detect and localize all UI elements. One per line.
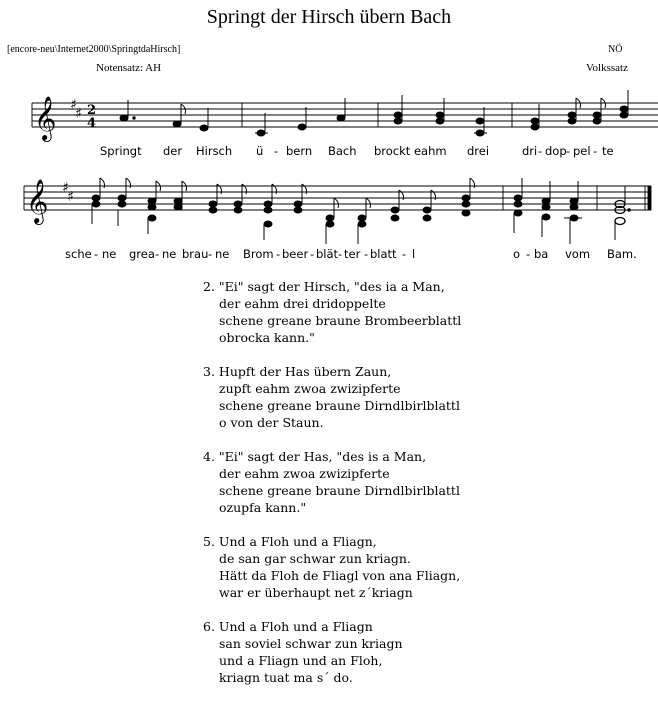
verse-text: o von der Staun. (219, 415, 324, 430)
lyric-syllable: drei (467, 144, 490, 158)
lyric-hyphen: - (338, 247, 343, 261)
lyric-syllable: pel (573, 144, 591, 158)
lyric-hyphen: - (276, 247, 281, 261)
lyrics-system-2 (65, 247, 637, 261)
lyric-syllable: blatt (370, 247, 397, 261)
verse-line (203, 669, 643, 686)
song-title: Springt der Hirsch übern Bach (206, 6, 452, 28)
lyric-syllable: dri (522, 144, 538, 158)
verse-text: und a Fliagn und an Floh, (219, 653, 383, 668)
lyric-hyphen: - (364, 247, 369, 261)
lyric-syllable: ne (102, 247, 117, 261)
verse-text: Und a Floh und a Fliagn, (218, 534, 377, 549)
lyric-syllable: l (412, 247, 416, 261)
music-system-2 (0, 170, 658, 270)
treble-clef-icon: 𝄞 (26, 179, 49, 223)
lyric-hyphen: - (155, 247, 160, 261)
lyric-syllable: ne (162, 247, 177, 261)
lyric-syllable: dop (545, 144, 567, 158)
music-system-1 (0, 84, 658, 174)
verse-text: "Ei" sagt der Hirsch, "des ia a Man, (218, 279, 445, 294)
verse-line (203, 533, 643, 550)
region-label: NÖ (608, 44, 623, 55)
lyrics-system-1 (100, 144, 614, 158)
lyric-hyphen: - (208, 247, 213, 261)
verse-line (203, 567, 643, 584)
lyric-syllable: Bach (328, 144, 357, 158)
verse-text: kriagn tuat ma s´ do. (219, 670, 353, 685)
lyric-syllable: sche (65, 247, 92, 261)
lyric-syllable: ba (534, 247, 549, 261)
lyric-hyphen: - (538, 144, 543, 158)
verse-text: ozupfa kann." (219, 500, 307, 515)
verse-number: 3. (203, 364, 215, 379)
verse-text: de san gar schwar zun kriagn. (219, 551, 411, 566)
lyric-hyphen: - (402, 247, 407, 261)
notensatz-credit: Notensatz: AH (96, 62, 162, 74)
lyric-hyphen: - (566, 144, 571, 158)
verse-line (203, 380, 643, 397)
lyric-syllable: grea (129, 247, 155, 261)
lyric-syllable: o (513, 247, 521, 261)
lyric-hyphen: - (593, 144, 598, 158)
verse-text: Hätt da Floh de Fliagl von ana Fliagn, (219, 568, 461, 583)
verse-number: 2. (203, 279, 215, 294)
verse-text: schene greane braune Dirndlbirlblattl (219, 483, 460, 498)
verse-number: 4. (203, 449, 215, 464)
key-signature-icon (70, 97, 82, 122)
verse-line (203, 278, 643, 295)
verse-line (203, 618, 643, 635)
verse-line (203, 465, 643, 482)
verse-line (203, 295, 643, 312)
verse-5 (203, 533, 643, 601)
verse-text: schene greane braune Dirndlbirlblattl (219, 398, 460, 413)
verse-text: san soviel schwar zun kriagn (219, 636, 403, 651)
verse-line (203, 482, 643, 499)
verse-2 (203, 278, 643, 346)
verse-3 (203, 363, 643, 431)
svg-text:♯: ♯ (70, 97, 77, 113)
lyric-syllable: Springt (100, 144, 142, 158)
verse-line (203, 312, 643, 329)
lyric-syllable: bern (286, 144, 313, 158)
verse-line (203, 550, 643, 567)
verse-text: "Ei" sagt der Has, "des is a Man, (218, 449, 427, 464)
lyric-hyphen: - (526, 247, 531, 261)
lyric-syllable: beer (282, 247, 309, 261)
verse-text: schene greane braune Brombeerblattl (219, 313, 462, 328)
svg-text:♯: ♯ (75, 106, 82, 122)
lyric-syllable: ne (215, 247, 230, 261)
lyric-syllable: der (163, 144, 183, 158)
verse-line (203, 652, 643, 669)
lyric-syllable: vom (565, 247, 591, 261)
verse-4 (203, 448, 643, 516)
time-signature-bottom: 4 (87, 116, 97, 131)
svg-text:♯: ♯ (67, 189, 74, 205)
notes-system-1 (120, 90, 628, 136)
lyric-syllable: blät (316, 247, 339, 261)
lyric-syllable: ü (256, 144, 264, 158)
svg-text:♯: ♯ (62, 180, 69, 196)
verse-text: obrocka kann." (219, 330, 315, 345)
lyric-syllable: Hirsch (196, 144, 233, 158)
verse-line (203, 635, 643, 652)
notes-system-2 (92, 178, 630, 244)
verse-text: der eahm zwoa zwizipferte (219, 466, 390, 481)
lyric-hyphen: - (274, 144, 279, 158)
verse-text: der eahm drei dridoppelte (219, 296, 386, 311)
additional-verses (203, 278, 643, 703)
verse-line (203, 329, 643, 346)
lyric-hyphen: - (310, 247, 315, 261)
lyric-syllable: Brom (243, 247, 274, 261)
lyric-hyphen: - (94, 247, 99, 261)
verse-number: 5. (203, 534, 215, 549)
verse-line (203, 363, 643, 380)
verse-line (203, 397, 643, 414)
lyric-syllable: brockt eahm (374, 144, 447, 158)
verse-text: zupft eahm zwoa zwizipferte (219, 381, 401, 396)
lyric-syllable: brau (182, 247, 209, 261)
verse-text: war er überhaupt net z´kriagn (219, 585, 413, 600)
verse-number: 6. (203, 619, 215, 634)
lyric-syllable: te (602, 144, 614, 158)
time-signature-top: 2 (87, 103, 97, 118)
verse-line (203, 584, 643, 601)
source-path: [encore-neu\Internet2000\SpringtdaHirsch] (7, 44, 181, 55)
verse-line (203, 499, 643, 516)
treble-clef-icon: 𝄞 (34, 96, 57, 140)
verse-line (203, 448, 643, 465)
verse-text: Und a Floh und a Fliagn (218, 619, 373, 634)
verse-line (203, 414, 643, 431)
lyric-syllable: ter (344, 247, 361, 261)
genre-label: Volkssatz (586, 62, 628, 74)
key-signature-icon (62, 180, 74, 205)
lyric-syllable: Bam. (607, 247, 637, 261)
verse-text: Hupft der Has übern Zaun, (218, 364, 392, 379)
verse-6 (203, 618, 643, 686)
